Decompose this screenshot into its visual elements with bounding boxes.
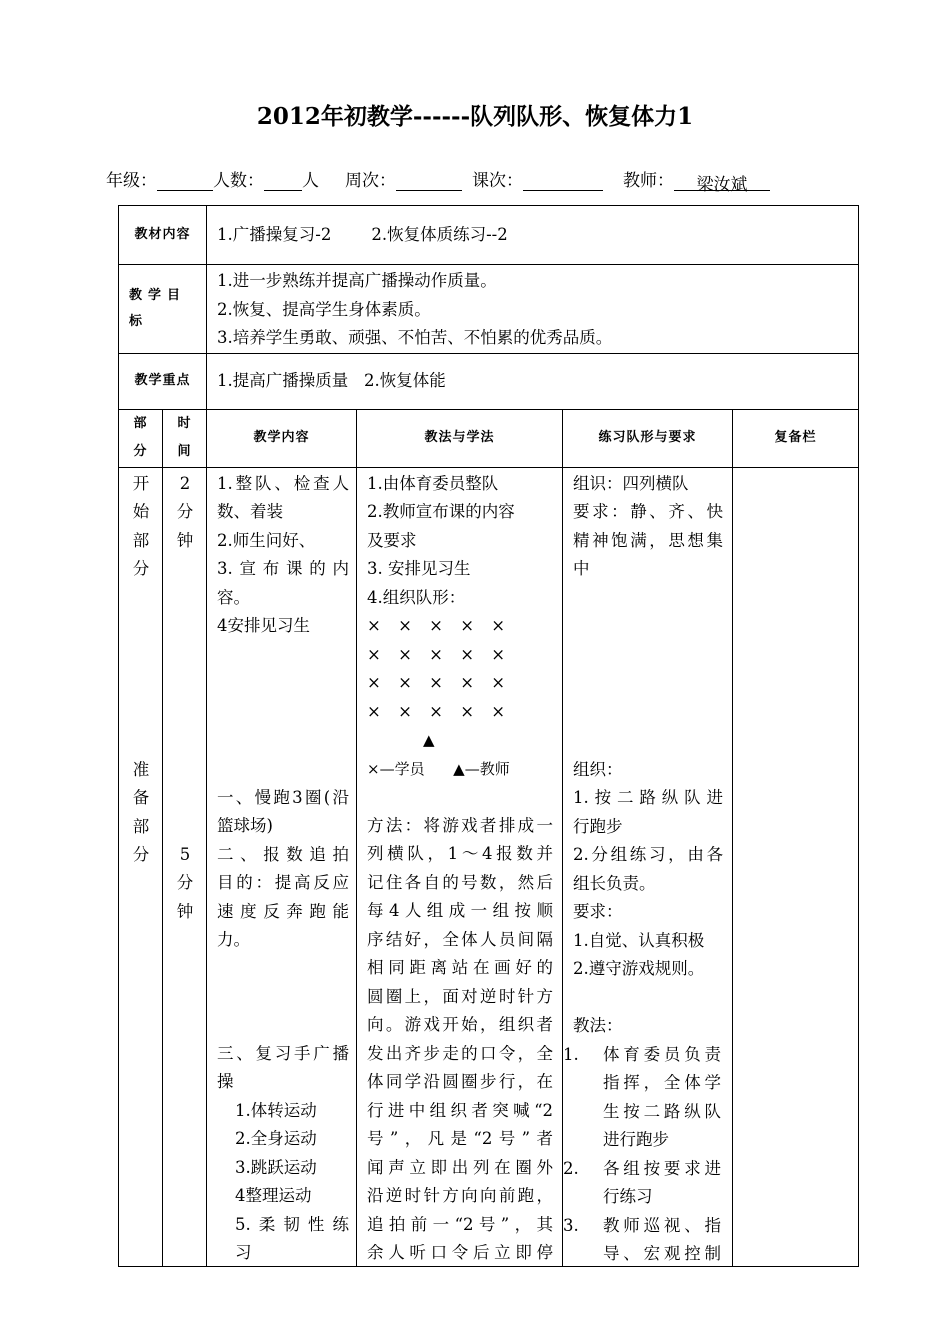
method-line: 余人听口令后立即停: [367, 1243, 553, 1262]
goal-item: 3.培养学生勇敢、顽强、不怕苦、不怕累的优秀品质。: [217, 328, 613, 347]
method-line: 3. 安排见习生: [367, 559, 471, 578]
content-line: 二、报数追拍: [217, 844, 349, 864]
material-text-2: 2.恢复体质练习--2: [371, 224, 508, 244]
teacher-label: 教师：: [623, 171, 674, 191]
time-start: 2分钟: [176, 473, 194, 550]
content-line: 习: [235, 1243, 252, 1262]
method-line: 追拍前一“2号”，其: [367, 1214, 553, 1234]
col-part: 部分: [119, 409, 163, 467]
form-line: 组识：四列横队: [573, 473, 689, 493]
lesson-field[interactable]: [523, 170, 603, 191]
info-row: [106, 166, 770, 195]
form-line: 精神饱满，思想集: [573, 530, 723, 550]
grade-field[interactable]: [157, 170, 213, 191]
form-line: 生按二路纵队: [603, 1101, 721, 1121]
time-cell: [163, 467, 207, 1266]
lesson-plan-table: [118, 205, 859, 1267]
method-line: 圆圈上，面对逆时针方: [367, 986, 553, 1006]
col-time: 时间: [163, 409, 207, 467]
week-label: 周次：: [345, 171, 396, 191]
focus-label: 教学重点: [119, 353, 207, 409]
method-line: 方法：将游戏者排成一: [367, 815, 553, 835]
formation-grid: [367, 612, 553, 726]
form-line: 指挥，全体学: [603, 1073, 721, 1092]
form-line: [573, 984, 723, 1013]
form-line: 2.分组练习，由各: [573, 845, 723, 864]
form-line: 各组按要求进: [603, 1158, 721, 1178]
content-line: 操: [217, 1072, 234, 1091]
method-line: 及要求: [367, 530, 417, 550]
part-cell: [119, 467, 163, 1266]
goals-cell: [207, 265, 859, 354]
form-line: 2.遵守游戏规则。: [573, 959, 705, 978]
content-line: 篮球场): [217, 816, 273, 835]
method-line: 发出齐步走的口令，全: [367, 1043, 553, 1063]
method-line: 4.组织队形：: [367, 587, 466, 607]
form-line: 中: [573, 559, 590, 578]
form-line: 要求：: [573, 902, 623, 921]
grid-row: × × × × ×: [367, 673, 512, 692]
grade-label: 年级：: [106, 171, 157, 191]
content-line: 容。: [217, 587, 250, 607]
form-line: 体育委员负责: [603, 1044, 721, 1064]
legend: ×—学员 ▲—教师: [367, 759, 510, 778]
method-line: 行进中组织者突喊“2: [367, 1100, 553, 1120]
method-line: 号”，凡是“2号”者: [367, 1129, 553, 1148]
form-line: 教法：: [573, 1016, 623, 1035]
form-item-num: 3.: [563, 1215, 579, 1235]
method-line: 闻声立即出列在圈外: [367, 1157, 553, 1177]
content-line: 目的：提高反应: [217, 873, 349, 892]
content-cell: [207, 467, 357, 1266]
form-line: 要求：静、齐、快: [573, 502, 723, 521]
content-line: 2.师生问好、: [217, 530, 316, 550]
form-item-num: 1.: [563, 1044, 579, 1064]
formation-cell: [563, 467, 733, 1266]
form-line: 1.按二路纵队进: [573, 788, 723, 807]
method-line: 列横队，1～4报数并: [367, 844, 553, 863]
content-line: 速度反奔跑能: [217, 901, 349, 921]
teacher-field[interactable]: 梁汝斌: [674, 170, 770, 191]
count-field[interactable]: [264, 170, 302, 191]
form-line: 进行跑步: [603, 1130, 669, 1149]
material-label: 教材内容: [119, 206, 207, 265]
col-formation: 练习队形与要求: [563, 409, 733, 467]
form-line: 组织：: [573, 759, 623, 779]
content-line: 2.全身运动: [235, 1129, 317, 1148]
col-notes: 复备栏: [733, 409, 859, 467]
col-content: 教学内容: [207, 409, 357, 467]
content-line: 1.整队、检查人: [217, 473, 349, 493]
method-line: 1.由体育委员整队: [367, 473, 499, 493]
part-start: 开始部分: [132, 473, 150, 578]
content-line: 4安排见习生: [217, 616, 310, 635]
col-method: 教法与学法: [357, 409, 563, 467]
content-line: 3.跳跃运动: [235, 1157, 317, 1177]
form-line: 行练习: [603, 1187, 653, 1206]
form-line: 导、宏观控制: [603, 1244, 721, 1263]
form-line: 教师巡视、指: [603, 1215, 721, 1235]
method-line: 2.教师宣布课的内容: [367, 502, 515, 521]
content-line: 三、复习手广播: [217, 1043, 349, 1063]
content-line: 力。: [217, 930, 250, 949]
method-line: 记住各自的号数，然后: [367, 872, 553, 892]
content-line: 一、慢跑3圈(沿: [217, 787, 349, 807]
method-line: 相同距离站在画好的: [367, 958, 553, 977]
grid-row: × × × × ×: [367, 616, 512, 635]
focus-text: 1.提高广播操质量 2.恢复体能: [207, 353, 859, 409]
material-cell: [207, 206, 859, 265]
notes-cell[interactable]: [733, 467, 859, 1266]
method-line: 每4人组成一组按顺: [367, 901, 553, 920]
content-line: 4整理运动: [235, 1186, 312, 1205]
teacher-mark-icon: ▲: [423, 731, 435, 749]
method-line: 沿逆时针方向向前跑，: [367, 1186, 553, 1205]
goals-label: 教学目标: [119, 265, 207, 354]
count-unit: 人: [302, 171, 319, 191]
grid-row: × × × × ×: [367, 644, 512, 664]
week-field[interactable]: [396, 170, 462, 191]
goal-item: 1.进一步熟练并提高广播操动作质量。: [217, 271, 497, 290]
content-line: 数、着装: [217, 502, 283, 521]
content-line: 5.柔韧性练: [235, 1214, 349, 1234]
method-line: 序结好，全体人员间隔: [367, 929, 553, 949]
count-label: 人数：: [213, 171, 264, 191]
method-line: 向。游戏开始，组织者: [367, 1015, 553, 1034]
part-prep: 准备部分: [132, 759, 150, 864]
lesson-label: 课次：: [472, 171, 523, 191]
material-text-1: 1.广播操复习-2: [217, 224, 332, 244]
page-title: 2012年初教学------队列队形、恢复体力1: [256, 103, 694, 130]
form-line: 组长负责。: [573, 873, 656, 893]
time-prep: 5分钟: [176, 844, 194, 921]
method-line: 体同学沿圆圈步行，在: [367, 1072, 553, 1091]
form-item-num: 2.: [563, 1158, 579, 1178]
form-line: 行跑步: [573, 816, 623, 836]
grid-row: × × × × ×: [367, 701, 512, 721]
goal-item: 2.恢复、提高学生身体素质。: [217, 299, 431, 319]
form-line: 1.自觉、认真积极: [573, 930, 705, 950]
content-line: 3.宣布课的内: [217, 559, 349, 578]
method-cell: [357, 467, 563, 1266]
content-line: 1.体转运动: [235, 1100, 317, 1120]
